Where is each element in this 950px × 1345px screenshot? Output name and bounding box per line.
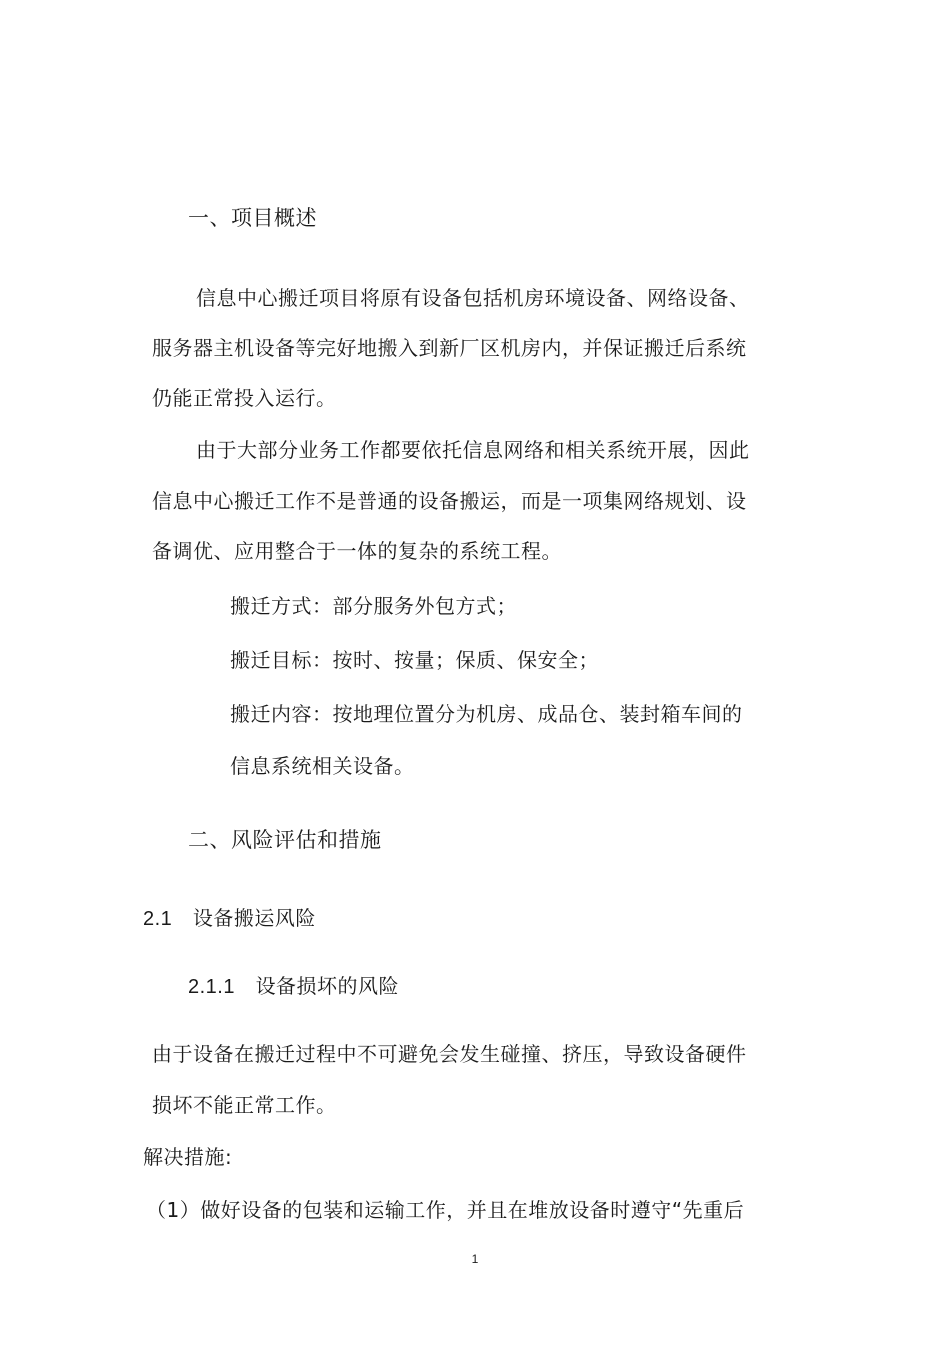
subsection-heading-2-1-1 — [188, 972, 399, 1001]
subsection-title: 设备搬运风险 — [192, 906, 316, 930]
section-heading-overview: 一、项目概述 — [188, 206, 317, 230]
list-item-method: 搬迁方式：部分服务外包方式； — [230, 594, 517, 618]
subsection-title: 设备损坏的风险 — [255, 974, 400, 998]
paragraph-line: 损坏不能正常工作。 — [152, 1093, 337, 1117]
list-item-content: 搬迁内容：按地理位置分为机房、成品仓、装封箱车间的 — [230, 702, 743, 726]
paragraph-line: 由于设备在搬迁过程中不可避免会发生碰撞、挤压，导致设备硬件 — [152, 1042, 747, 1066]
section-heading-risk: 二、风险评估和措施 — [188, 828, 382, 852]
page-number: 1 — [471, 1252, 479, 1266]
measures-label: 解决措施: — [143, 1145, 233, 1169]
paragraph-line: 信息中心搬迁项目将原有设备包括机房环境设备、网络设备、 — [196, 286, 750, 310]
paragraph-line: 仍能正常投入运行。 — [152, 386, 337, 410]
paragraph-line: 备调优、应用整合于一体的复杂的系统工程。 — [152, 539, 562, 563]
paragraph-line: 由于大部分业务工作都要依托信息网络和相关系统开展，因此 — [196, 438, 750, 462]
paragraph-line: 信息中心搬迁工作不是普通的设备搬运，而是一项集网络规划、设 — [152, 489, 747, 513]
list-item-content-continued: 信息系统相关设备。 — [230, 754, 415, 778]
subsection-number: 2.1.1 — [188, 976, 235, 998]
subsection-heading-2-1 — [143, 904, 316, 933]
paragraph-line: 服务器主机设备等完好地搬入到新厂区机房内，并保证搬迁后系统 — [152, 336, 747, 360]
list-item-goal: 搬迁目标：按时、按量；保质、保安全； — [230, 648, 599, 672]
subsection-number: 2.1 — [143, 908, 173, 930]
measure-item-1: （1）做好设备的包装和运输工作，并且在堆放设备时遵守“先重后 — [146, 1198, 745, 1222]
